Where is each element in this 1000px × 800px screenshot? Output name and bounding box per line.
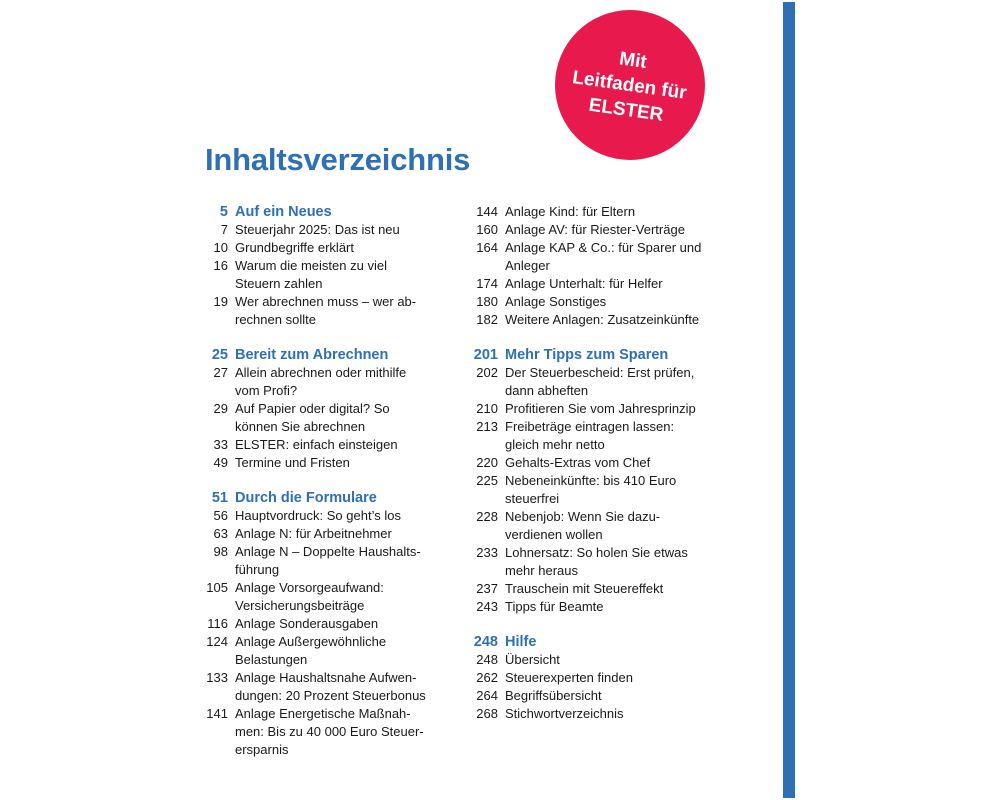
entry-title: Anlage Vorsorgeaufwand: Versicherungsbeiträge	[235, 580, 384, 613]
toc-entry[interactable]	[200, 579, 460, 615]
entry-page-number: 10	[213, 240, 228, 255]
entry-title: Anlage N: für Arbeitnehmer	[235, 526, 392, 541]
toc-entry[interactable]	[466, 705, 726, 723]
toc-entry[interactable]	[466, 221, 726, 239]
toc-entry[interactable]	[200, 669, 460, 705]
toc-entry[interactable]	[200, 293, 460, 329]
entry-page-number: 237	[476, 581, 498, 596]
toc-entry[interactable]	[200, 525, 460, 543]
section-title: Mehr Tipps zum Sparen	[505, 347, 669, 363]
elster-badge	[555, 10, 705, 160]
toc-entry[interactable]	[200, 364, 460, 400]
toc-section	[466, 346, 726, 616]
entry-page-number: 49	[213, 455, 228, 470]
toc-section	[200, 203, 460, 329]
entry-page-number: 174	[476, 276, 498, 291]
toc-entry[interactable]	[466, 418, 726, 454]
entry-page-number: 248	[476, 652, 498, 667]
entry-title: Anlage Haushaltsnahe Aufwen- dungen: 20 Prozent Steuerbonus	[235, 670, 426, 703]
entry-page-number: 33	[213, 437, 228, 452]
page-title: Inhaltsverzeichnis	[205, 142, 471, 177]
entry-page-number: 262	[476, 670, 498, 685]
section-title: Durch die Formulare	[235, 490, 377, 506]
entry-title: Nebeneinkünfte: bis 410 Euro steuerfrei	[505, 473, 677, 506]
entry-page-number: 182	[476, 312, 498, 327]
entry-page-number: 268	[476, 706, 498, 721]
section-page-number: 51	[211, 490, 228, 506]
entry-title: Anlage KAP & Co.: für Sparer und Anleger	[505, 240, 702, 273]
toc-entry[interactable]	[466, 364, 726, 400]
entry-title: Weitere Anlagen: Zusatzeinkünfte	[505, 312, 700, 327]
section-title: Auf ein Neues	[235, 204, 332, 220]
entry-title: Anlage Außergewöhnliche Belastungen	[235, 634, 387, 667]
section-page-number: 248	[473, 634, 498, 650]
entry-title: Steuerjahr 2025: Das ist neu	[235, 222, 400, 237]
toc-entry[interactable]	[466, 508, 726, 544]
toc-entry[interactable]	[200, 615, 460, 633]
entry-page-number: 141	[206, 706, 228, 721]
entry-title: Anlage Sonstiges	[505, 294, 607, 309]
entry-page-number: 144	[476, 204, 498, 219]
toc-section	[200, 489, 460, 759]
section-page-number: 25	[211, 347, 228, 363]
toc-entry[interactable]	[200, 400, 460, 436]
toc-entry[interactable]	[200, 221, 460, 239]
toc-entry[interactable]	[466, 203, 726, 221]
badge-line: ELSTER	[587, 94, 666, 126]
entry-page-number: 213	[476, 419, 498, 434]
side-color-bar	[783, 2, 795, 798]
entry-title: Anlage N – Doppelte Haushalts- führung	[235, 544, 421, 577]
toc-column-right	[466, 203, 726, 740]
section-title: Hilfe	[505, 634, 537, 650]
toc-entry[interactable]	[466, 275, 726, 293]
section-heading[interactable]	[466, 633, 726, 651]
section-page-number: 5	[219, 204, 228, 220]
entry-title: Anlage Kind: für Eltern	[505, 204, 636, 219]
toc-entry[interactable]	[200, 436, 460, 454]
entry-title: Begriffsübersicht	[505, 688, 602, 703]
toc-entry[interactable]	[466, 400, 726, 418]
entry-page-number: 98	[213, 544, 228, 559]
section-title: Bereit zum Abrechnen	[235, 347, 389, 363]
entry-page-number: 164	[476, 240, 498, 255]
toc-column-left	[200, 203, 460, 776]
toc-entry[interactable]	[466, 687, 726, 705]
entry-title: Auf Papier oder digital? So können Sie abrechnen	[235, 401, 390, 434]
entry-title: Der Steuerbescheid: Erst prüfen, dann abheften	[505, 365, 695, 398]
section-heading[interactable]	[200, 203, 460, 221]
entry-page-number: 233	[476, 545, 498, 560]
entry-page-number: 7	[220, 222, 228, 237]
entry-title: Nebenjob: Wenn Sie dazu- verdienen wollen	[505, 509, 661, 542]
toc-entry[interactable]	[200, 239, 460, 257]
entry-page-number: 63	[213, 526, 228, 541]
entry-title: Stichwortverzeichnis	[505, 706, 624, 721]
toc-entry[interactable]	[466, 544, 726, 580]
toc-entry[interactable]	[466, 598, 726, 616]
entry-title: Trauschein mit Steuereffekt	[505, 581, 664, 596]
toc-entry[interactable]	[200, 454, 460, 472]
toc-entry[interactable]	[466, 669, 726, 687]
entry-title: Übersicht	[505, 652, 560, 667]
entry-title: ELSTER: einfach einsteigen	[235, 437, 398, 452]
toc-section	[200, 346, 460, 472]
entry-title: Anlage Energetische Maßnah- men: Bis zu 40 000 Euro Steuer- ersparnis	[235, 706, 424, 757]
entry-title: Anlage Sonderausgaben	[235, 616, 379, 631]
entry-page-number: 56	[213, 508, 228, 523]
toc-entry[interactable]	[200, 633, 460, 669]
entry-title: Gehalts-Extras vom Chef	[505, 455, 651, 470]
section-heading[interactable]	[200, 489, 460, 507]
entry-title: Grundbegriffe erklärt	[235, 240, 354, 255]
entry-title: Profitieren Sie vom Jahresprinzip	[505, 401, 696, 416]
entry-page-number: 243	[476, 599, 498, 614]
entry-title: Steuerexperten finden	[505, 670, 633, 685]
entry-page-number: 160	[476, 222, 498, 237]
entry-page-number: 16	[213, 258, 228, 273]
toc-entry[interactable]	[200, 507, 460, 525]
toc-entry[interactable]	[200, 257, 460, 293]
entry-page-number: 27	[213, 365, 228, 380]
entry-page-number: 220	[476, 455, 498, 470]
section-page-number: 201	[473, 347, 498, 363]
toc-entry[interactable]	[466, 651, 726, 669]
toc-entry[interactable]	[466, 311, 726, 329]
entry-title: Warum die meisten zu viel Steuern zahlen	[235, 258, 387, 291]
entry-title: Allein abrechnen oder mithilfe vom Profi?	[235, 365, 407, 398]
entry-page-number: 19	[213, 294, 228, 309]
toc-entry[interactable]	[466, 454, 726, 472]
toc-entry[interactable]	[200, 705, 460, 759]
toc-section	[466, 633, 726, 723]
entry-title: Termine und Fristen	[235, 455, 350, 470]
section-heading[interactable]	[200, 346, 460, 364]
entry-page-number: 105	[206, 580, 228, 595]
entry-page-number: 180	[476, 294, 498, 309]
entry-page-number: 116	[207, 616, 228, 631]
badge-line: Mit	[618, 47, 649, 73]
entry-page-number: 124	[206, 634, 228, 649]
entry-title: Anlage Unterhalt: für Helfer	[505, 276, 663, 291]
entry-page-number: 264	[476, 688, 498, 703]
entry-title: Hauptvordruck: So geht’s los	[235, 508, 401, 523]
entry-title: Wer abrechnen muss – wer ab- rechnen sollte	[235, 294, 417, 327]
entry-page-number: 202	[476, 365, 498, 380]
entry-page-number: 210	[476, 401, 498, 416]
entry-title: Lohnersatz: So holen Sie etwas mehr heraus	[505, 545, 688, 578]
entry-title: Tipps für Beamte	[505, 599, 604, 614]
badge-line: Leitfaden für	[571, 66, 689, 104]
entry-page-number: 133	[206, 670, 228, 685]
entry-page-number: 29	[213, 401, 228, 416]
toc-entry[interactable]	[466, 472, 726, 508]
badge-text	[568, 40, 692, 130]
toc-entry[interactable]	[466, 293, 726, 311]
entry-title: Freibeträge eintragen lassen: gleich mehr netto	[505, 419, 675, 452]
entry-page-number: 225	[476, 473, 498, 488]
toc-entry[interactable]	[200, 543, 460, 579]
entry-title: Anlage AV: für Riester-Verträge	[505, 222, 685, 237]
toc-entry[interactable]	[466, 239, 726, 275]
section-heading[interactable]	[466, 346, 726, 364]
entry-page-number: 228	[476, 509, 498, 524]
toc-entry[interactable]	[466, 580, 726, 598]
toc-section	[466, 203, 726, 329]
